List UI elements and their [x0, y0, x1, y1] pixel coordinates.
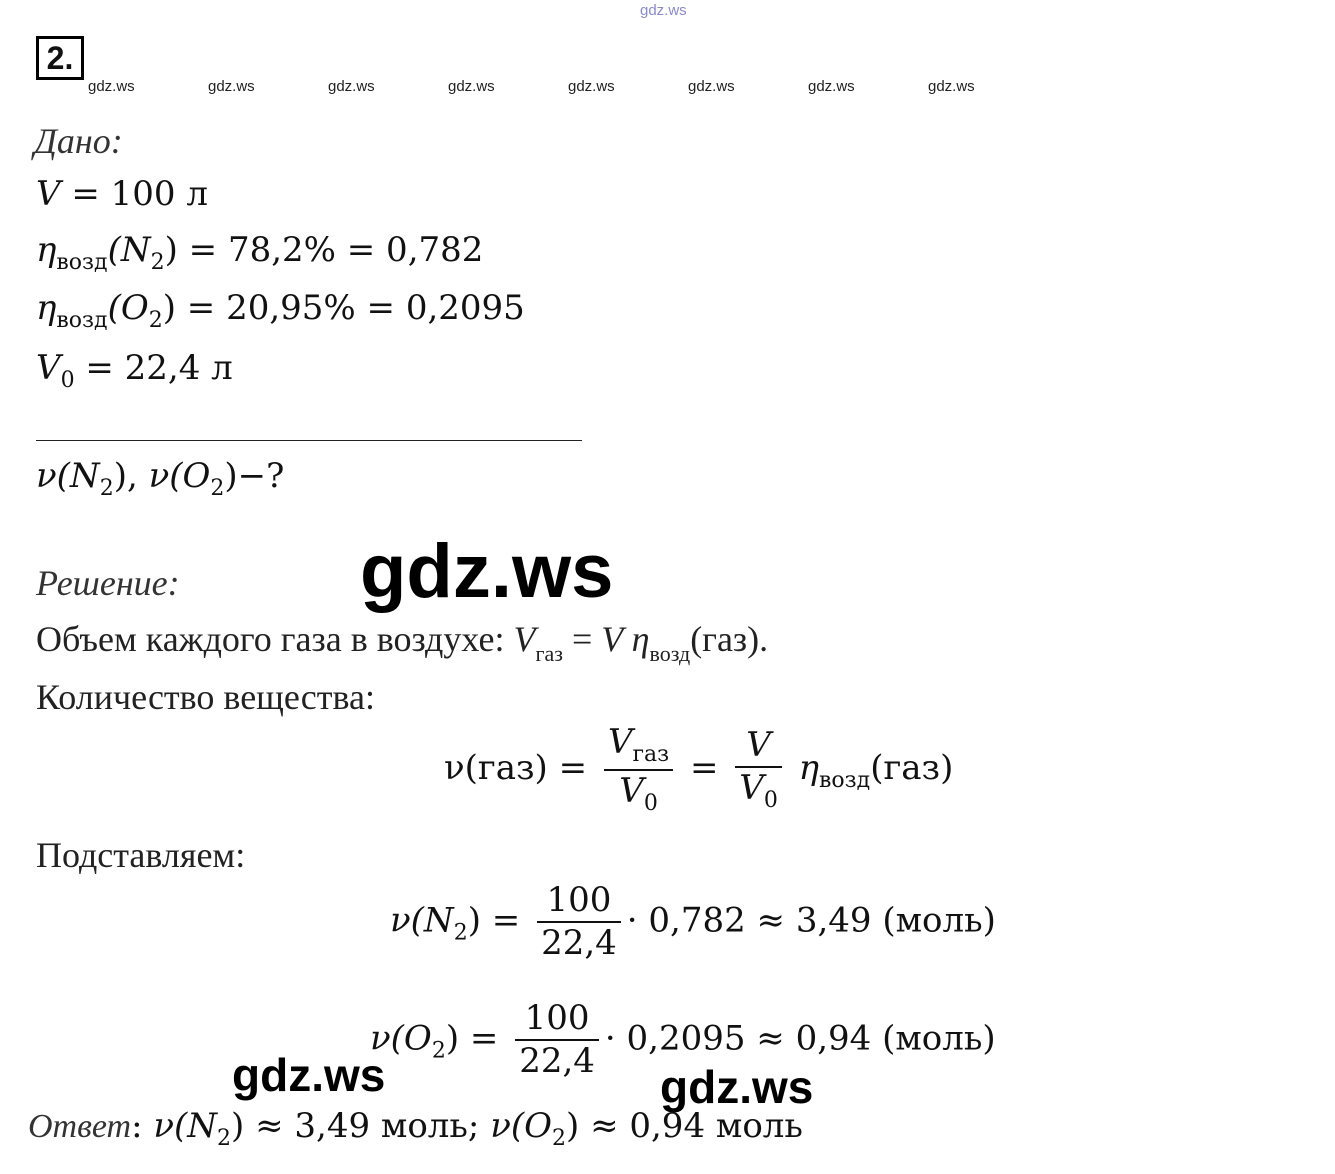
- watermark-small: gdz.ws: [808, 78, 855, 95]
- solution-line-volume: Объем каждого газа в воздухе: $V_{газ} = V$ $\eta_{возд}(газ)$.: [36, 619, 769, 666]
- divider-line: [36, 440, 582, 441]
- solution-line-amount: Количество вещества:: [36, 677, 375, 717]
- watermark-bottom-right: gdz.ws: [660, 1061, 814, 1113]
- watermark-top: gdz.ws: [640, 2, 687, 19]
- watermark-small: gdz.ws: [208, 78, 255, 95]
- formula-general: ν(газ) = $\frac{V_{газ}}{V_0}$ = $\frac{V}{V_0}$ $\eta_{возд}(газ)$: [444, 722, 954, 817]
- watermark-large: gdz.ws: [360, 529, 614, 614]
- given-eta-o2: $\eta_{возд}(O_2) = 20,95\% = 0,2095$: [36, 288, 525, 333]
- answer-label: Ответ: [28, 1108, 132, 1145]
- fraction-100-22-4: $\frac{100}{22,4}$: [537, 882, 621, 963]
- task-number: 2.: [36, 36, 84, 80]
- formula-n2: $\nu(N_2)$ = $\frac{100}{22,4}$ · 0,782 ≈ 3,49 (моль): [390, 880, 996, 964]
- watermark-small: gdz.ws: [448, 78, 495, 95]
- answer-line: Ответ: $\nu(N_2) \approx 3,49$ моль; $\nu(O_2) \approx 0,94$ моль: [28, 1106, 803, 1151]
- watermark-small: gdz.ws: [568, 78, 615, 95]
- watermark-small: gdz.ws: [328, 78, 375, 95]
- watermark-small: gdz.ws: [928, 78, 975, 95]
- given-eta-n2: $\eta_{возд}(N_2) = 78,2\% = 0,782$: [36, 230, 484, 275]
- watermark-bottom-left: gdz.ws: [232, 1049, 386, 1101]
- fraction-v-v0: $\frac{V}{V_0}$: [735, 727, 782, 814]
- fraction-100-22-4: $\frac{100}{22,4}$: [515, 1000, 599, 1081]
- question-line: $\nu(N_2)$, $\nu(O_2)-$?: [36, 456, 285, 501]
- watermark-small: gdz.ws: [88, 78, 135, 95]
- watermark-small: gdz.ws: [688, 78, 735, 95]
- solution-label: Решение:: [36, 563, 180, 603]
- given-label: Дано:: [34, 121, 123, 161]
- given-volume: V = 100 л: [36, 174, 208, 214]
- fraction-vgas-v0: $\frac{V_{газ}}{V_0}$: [604, 724, 673, 816]
- given-molar-volume: $V_0 = 22,4$ л: [36, 348, 233, 393]
- solution-line-substitute: Подставляем:: [36, 835, 246, 875]
- formula-o2: $\nu(O_2)$ = $\frac{100}{22,4}$ · 0,2095 ≈ 0,94 (моль): [370, 998, 996, 1082]
